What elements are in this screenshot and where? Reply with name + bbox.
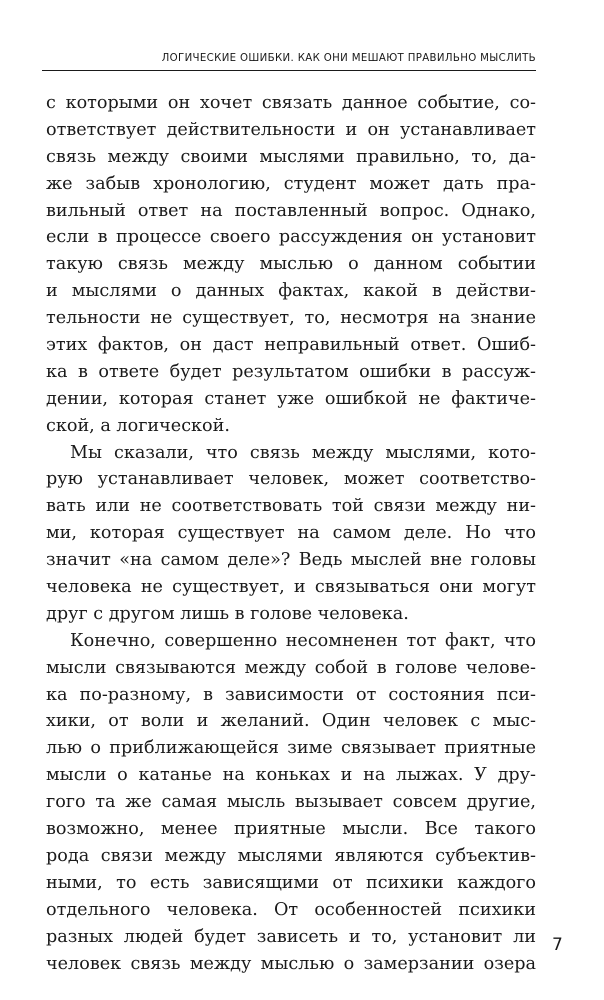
text-line: ка в ответе будет результатом ошибки в рассуж- — [46, 361, 536, 382]
text-line: связь между своими мыслями правильно, то, да- — [46, 146, 536, 167]
page-body — [46, 90, 536, 977]
text-line: возможно, менее приятные мысли. Все такого — [46, 819, 536, 840]
text-line: ными, то есть зависящими от психики каждого — [46, 872, 536, 893]
text-line: человека не существует, и связываться они могут — [46, 577, 536, 598]
text-line: с которыми он хочет связать данное событие, со- — [46, 93, 536, 113]
text-line: отдельного человека. От особенностей психики — [46, 899, 536, 920]
text-line-last: друг с другом лишь в голове человека. — [46, 603, 409, 624]
text-line: тельности не существует, то, несмотря на знание — [46, 308, 536, 329]
text-line: такую связь между мыслью о данном событии — [46, 254, 536, 275]
text-line: ми, которая существует на самом деле. Но что — [46, 523, 536, 544]
text-line: лью о приближающейся зиме связывает приятные — [46, 738, 536, 759]
paragraph-2 — [46, 440, 536, 628]
text-line: хики, от воли и желаний. Один человек с мыс- — [46, 711, 536, 732]
text-line: мысли о катанье на коньках и на лыжах. У дру- — [46, 765, 536, 786]
text-line: гого та же самая мысль вызывает совсем другие, — [46, 792, 536, 813]
text-line: если в процессе своего рассуждения он установит — [46, 227, 536, 248]
text-line: ответствует действительности и он устанавливает — [46, 119, 536, 140]
text-line: вать или не соответствовать той связи между ни- — [46, 496, 536, 517]
text-line: и мыслями о данных фактах, какой в действи- — [46, 281, 536, 302]
running-header — [42, 48, 536, 71]
running-title: ЛОГИЧЕСКИЕ ОШИБКИ. КАК ОНИ МЕШАЮТ ПРАВИЛЬНО МЫСЛИТЬ — [161, 53, 536, 64]
text-line: дении, которая станет уже ошибкой не фактиче- — [46, 388, 536, 409]
text-line: же забыв хронологию, студент может дать пра- — [46, 173, 536, 194]
text-line: вильный ответ на поставленный вопрос. Однако, — [46, 200, 536, 221]
text-line-last: ской, а логической. — [46, 415, 230, 436]
text-line-first: Мы сказали, что связь между мыслями, кото- — [70, 442, 536, 463]
text-line: разных людей будет зависеть и то, установит ли — [46, 926, 536, 947]
text-line: человек связь между мыслью о замерзании озера — [46, 953, 536, 974]
paragraph-1 — [46, 90, 536, 440]
text-line: ка по-разному, в зависимости от состояния пси- — [46, 684, 536, 705]
text-line: рода связи между мыслями являются субъектив- — [46, 845, 536, 866]
page-number: 7 — [552, 935, 563, 955]
text-line: этих фактов, он даст неправильный ответ. Ошиб- — [46, 335, 536, 356]
paragraph-3 — [46, 628, 536, 978]
text-line-first: Конечно, совершенно несомненен тот факт, что — [70, 630, 536, 651]
text-line: рую устанавливает человек, может соответство- — [46, 469, 536, 490]
text-line: значит «на самом деле»? Ведь мыслей вне головы — [46, 550, 536, 571]
text-line: мысли связываются между собой в голове челове- — [46, 657, 536, 678]
